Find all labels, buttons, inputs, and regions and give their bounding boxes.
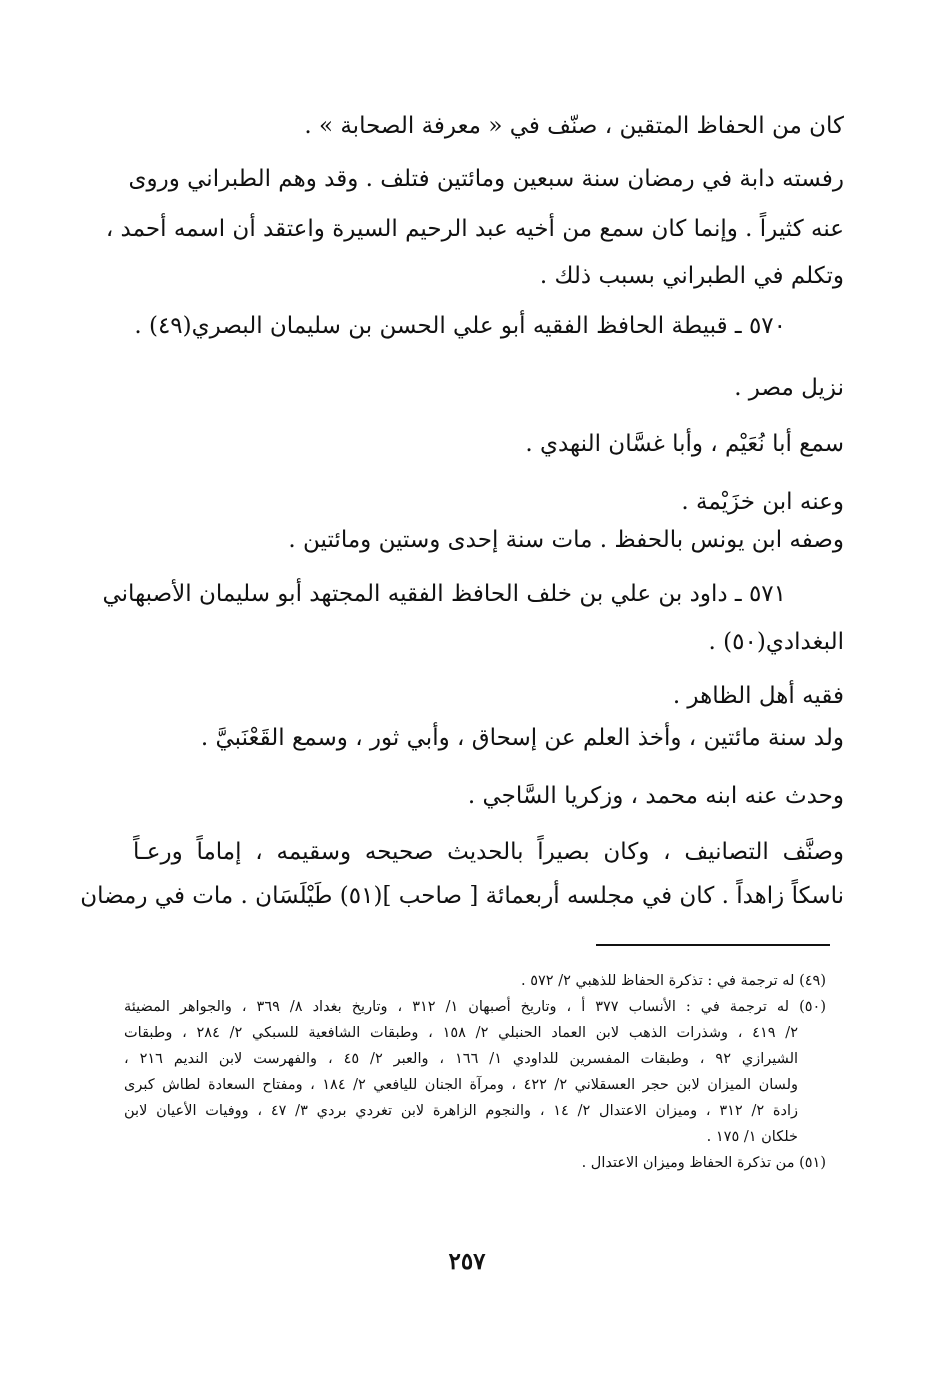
body-line-9: وصفه ابن يونس بالحفظ . مات سنة إحدى وستين ومائتين . <box>288 527 844 553</box>
body-line-3: عنه كثيراً . وإنما كان سمع من أخيه عبد الرحيم السيرة واعتقد أن اسمه أحمد ، <box>105 216 844 242</box>
footnote-50-line-4: ولسان الميزان لابن حجر العسقلاني ٢/ ٤٢٢ ، ومرآة الجنان لليافعي ٢/ ١٨٤ ، ومفتاح السعادة لطاش كبرى <box>124 1077 798 1093</box>
page-number: ٢٥٧ <box>448 1248 486 1275</box>
footnote-50-line-6: خلكان ١/ ١٧٥ . <box>706 1129 798 1145</box>
footnote-50-line-2: ٢/ ٤١٩ ، وشذرات الذهب لابن العماد الحنبلي ٢/ ١٥٨ ، وطبقات الشافعية للسبكي ٢/ ٢٨٤ ، وطبقات <box>124 1025 798 1041</box>
body-line-2: رفسته دابة في رمضان سنة سبعين ومائتين فتلف . وقد وهم الطبراني وروى <box>128 166 844 192</box>
body-line-15: وصنَّف التصانيف ، وكان بصيراً بالحديث صحيحه وسقيمه ، إماماً ورعـاً <box>133 839 844 865</box>
entry-571-heading: ٥٧١ ـ داود بن علي بن خلف الحافظ الفقيه المجتهد أبو سليمان الأصبهاني <box>102 581 786 607</box>
body-line-14: وحدث عنه ابنه محمد ، وزكريا السَّاجي . <box>467 783 844 809</box>
body-line-6: نزيل مصر . <box>734 375 844 401</box>
footnote-49: (٤٩) له ترجمة في : تذكرة الحفاظ للذهبي ٢/ ٥٧٢ . <box>521 973 826 989</box>
body-line-1: كان من الحفاظ المتقين ، صنّف في « معرفة الصحابة » . <box>304 113 844 139</box>
footnote-50-line-5: زادة ٢/ ٣١٢ ، وميزان الاعتدال ٢/ ١٤ ، والنجوم الزاهرة لابن تغردي بردي ٣/ ٤٧ ، ووفيات الأعيان لابن <box>124 1103 799 1119</box>
body-line-16: ناسكاً زاهداً . كان في مجلسه أربعمائة [ صاحب ](٥١) طَيْلَسَان . مات في رمضان <box>80 883 844 909</box>
footnote-50-line-1: (٥٠) له ترجمة في : الأنساب ٣٧٧ أ ، وتاريخ أصبهان ١/ ٣١٢ ، وتاريخ بغداد ٨/ ٣٦٩ ، والجواهر المضيئة <box>124 999 826 1015</box>
body-line-12: فقيه أهل الظاهر . <box>672 683 844 709</box>
body-line-13: ولد سنة مائتين ، وأخذ العلم عن إسحاق ، وأبي ثور ، وسمع القَعْنَبيَّ . <box>200 725 844 751</box>
body-line-7: سمع أبا نُعَيْم ، وأبا غسَّان النهدي . <box>525 431 844 457</box>
body-line-11: البغدادي(٥٠) . <box>708 629 844 655</box>
body-line-4: وتكلم في الطبراني بسبب ذلك . <box>539 263 844 289</box>
footnote-50-line-3: الشيرازي ٩٢ ، وطبقات المفسرين للداودي ١/ ١٦٦ ، والعبر ٢/ ٤٥ ، والفهرست لابن النديم ٢١٦ ، <box>124 1051 799 1067</box>
footnote-divider <box>596 944 830 946</box>
entry-570-heading: ٥٧٠ ـ قبيطة الحافظ الفقيه أبو علي الحسن بن سليمان البصري(٤٩) . <box>134 313 786 339</box>
body-line-8: وعنه ابن خزَيْمة . <box>681 489 844 515</box>
footnote-51: (٥١) من تذكرة الحفاظ وميزان الاعتدال . <box>581 1155 826 1171</box>
